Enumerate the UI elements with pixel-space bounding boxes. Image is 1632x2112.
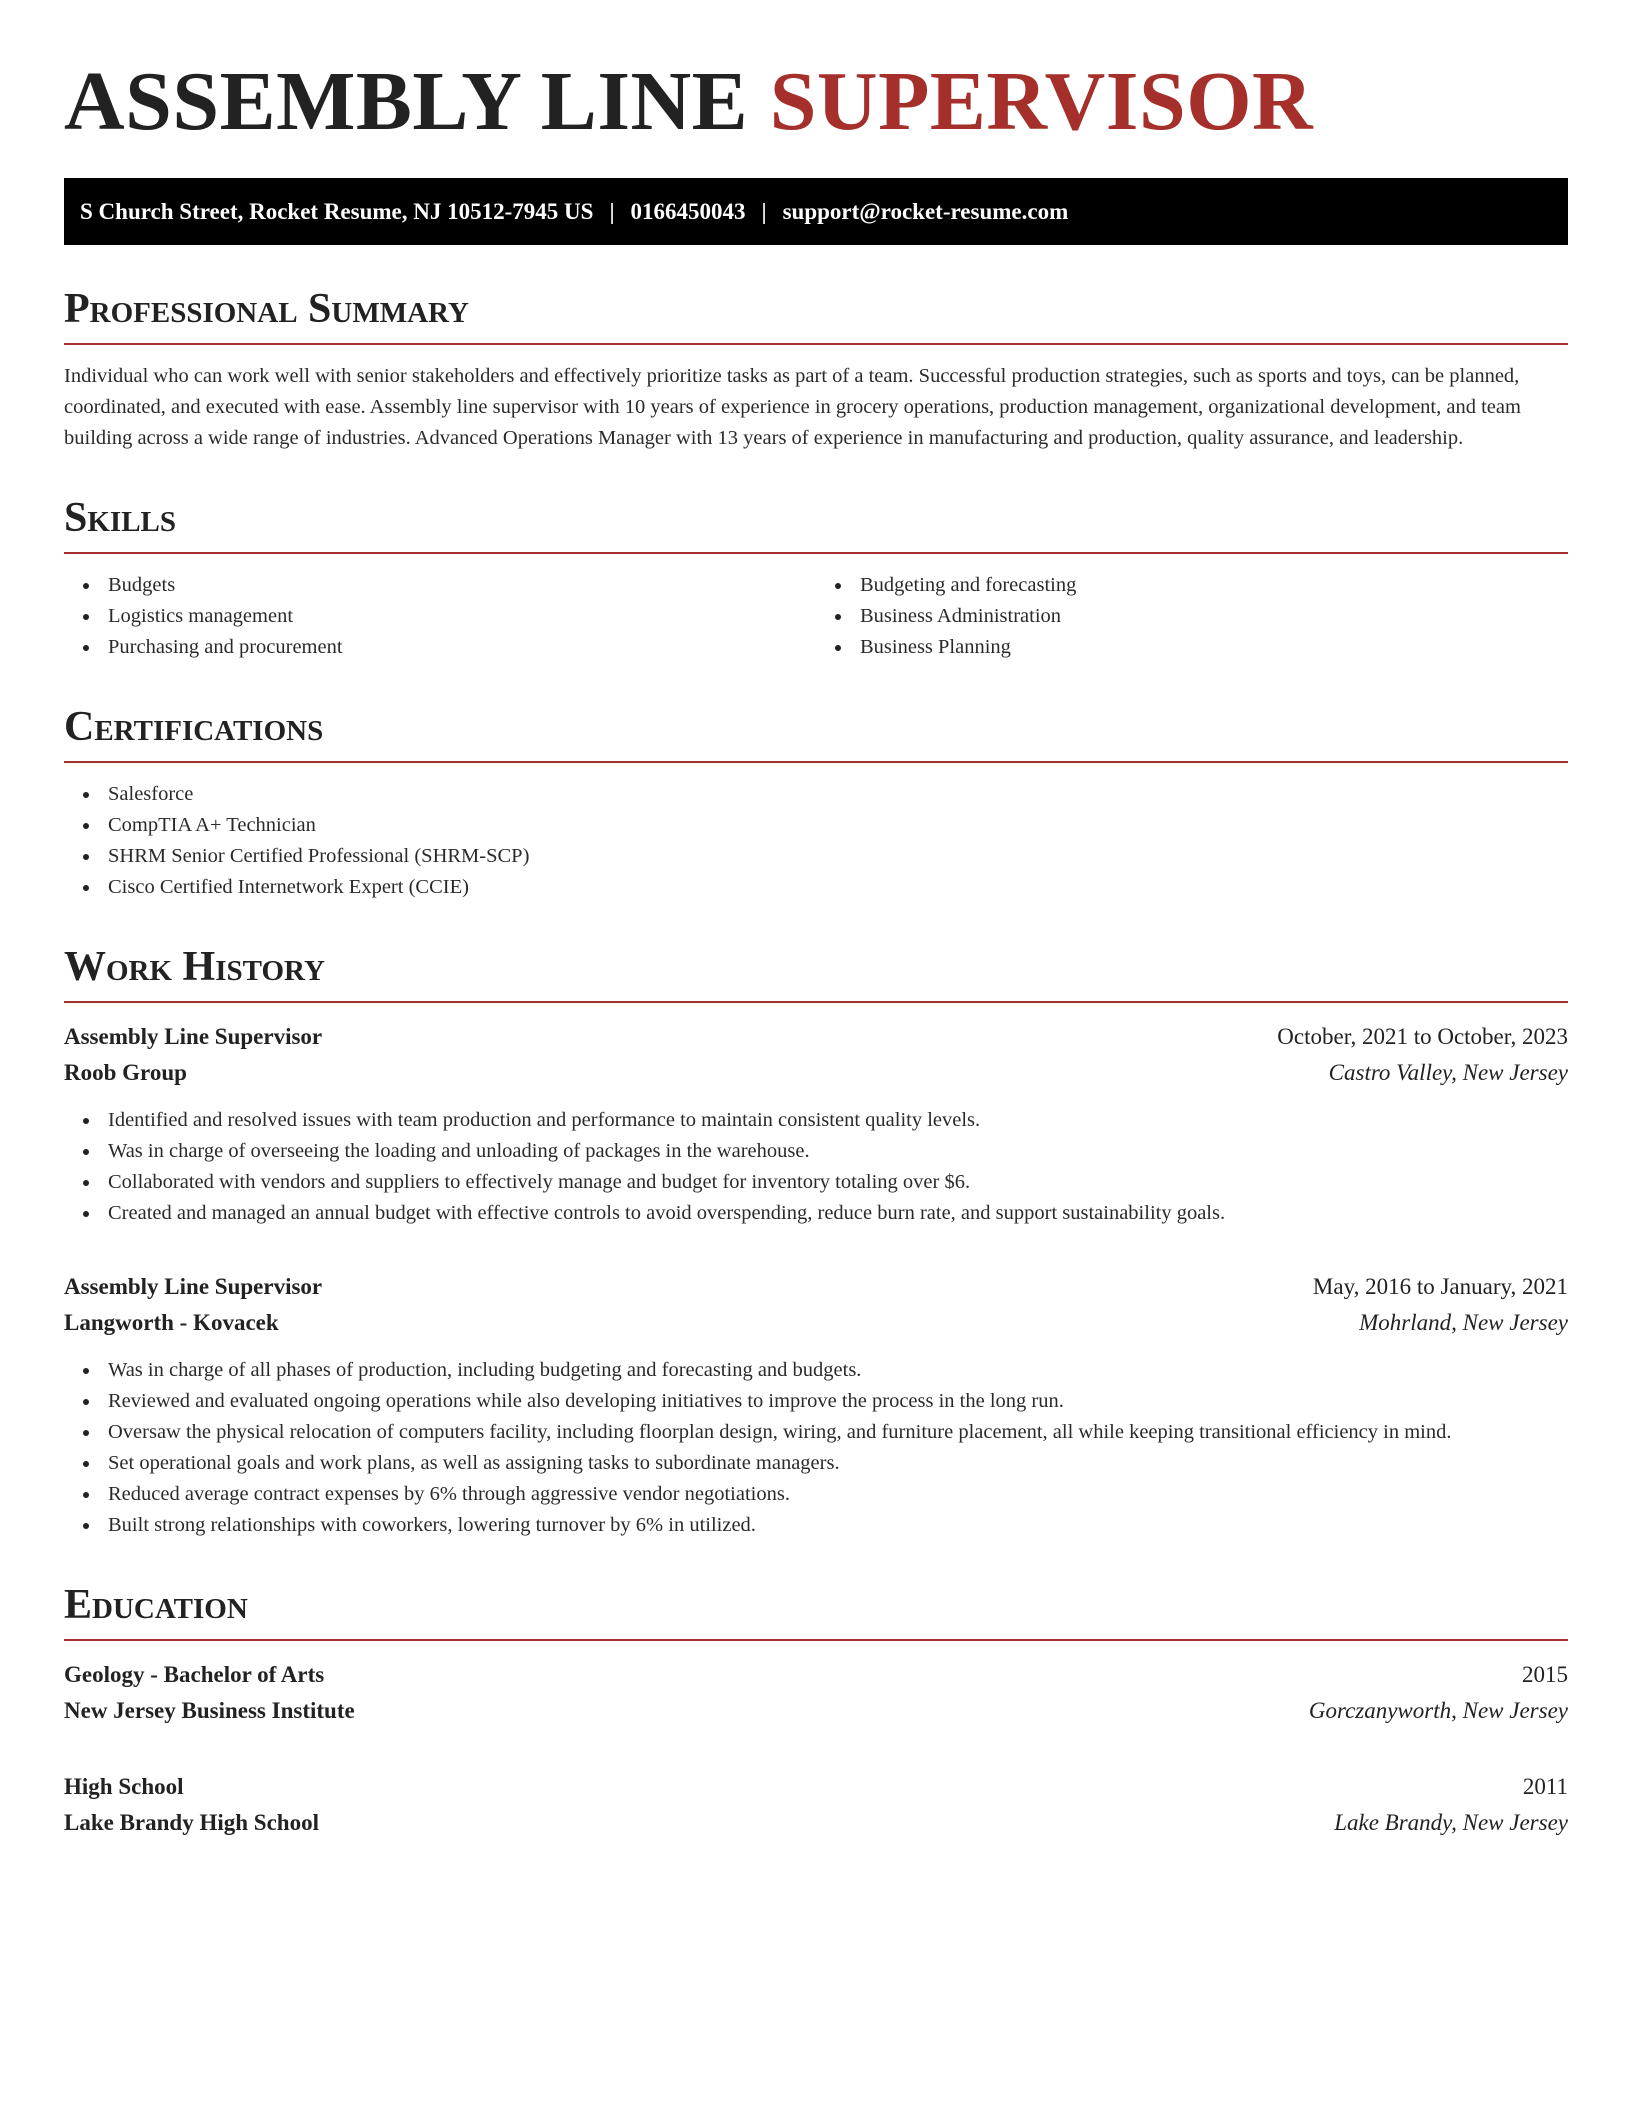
job-company-row — [64, 1305, 1568, 1341]
certification-item: SHRM Senior Certified Professional (SHRM-SCP) — [108, 841, 1568, 872]
education-school-row — [64, 1805, 1568, 1841]
summary-heading: Professional Summary — [64, 283, 1568, 345]
education-school: Lake Brandy High School — [64, 1810, 319, 1835]
job-entry — [64, 1019, 1568, 1229]
skill-item: Budgets — [108, 570, 816, 601]
job-company-row — [64, 1055, 1568, 1091]
education-heading: Education — [64, 1579, 1568, 1641]
certification-item: Cisco Certified Internetwork Expert (CCIE) — [108, 872, 1568, 903]
education-location: Lake Brandy, New Jersey — [1334, 1810, 1568, 1835]
work-history-heading: Work History — [64, 941, 1568, 1003]
certifications-section — [64, 701, 1568, 903]
education-year: 2011 — [1522, 1774, 1568, 1799]
job-bullets — [64, 1105, 1568, 1229]
skill-item: Business Planning — [860, 632, 1568, 663]
education-entry — [64, 1657, 1568, 1729]
education-degree-row — [64, 1657, 1568, 1693]
education-year: 2015 — [1522, 1662, 1568, 1687]
education-entry — [64, 1769, 1568, 1841]
job-bullet: Set operational goals and work plans, as well as assigning tasks to subordinate managers. — [108, 1448, 1568, 1479]
work-history-section — [64, 941, 1568, 1541]
job-dates: October, 2021 to October, 2023 — [1277, 1024, 1568, 1049]
page-title — [64, 52, 1568, 152]
job-bullet: Built strong relationships with coworkers, lowering turnover by 6% in utilized. — [108, 1510, 1568, 1541]
certification-item: CompTIA A+ Technician — [108, 810, 1568, 841]
title-accent: SUPERVISOR — [769, 55, 1314, 148]
contact-phone: 0166450043 — [630, 198, 746, 224]
certifications-list — [64, 779, 1568, 903]
job-bullet: Was in charge of overseeing the loading and unloading of packages in the warehouse. — [108, 1136, 1568, 1167]
skill-item: Logistics management — [108, 601, 816, 632]
job-role: Assembly Line Supervisor — [64, 1274, 323, 1299]
job-bullet: Identified and resolved issues with team production and performance to maintain consistent quality levels. — [108, 1105, 1568, 1136]
education-school: New Jersey Business Institute — [64, 1698, 355, 1723]
contact-separator: | — [609, 198, 615, 224]
job-company: Langworth - Kovacek — [64, 1310, 279, 1335]
contact-separator: | — [761, 198, 767, 224]
skill-item: Budgeting and forecasting — [860, 570, 1568, 601]
job-bullet: Collaborated with vendors and suppliers to effectively manage and budget for inventory totaling over $6. — [108, 1167, 1568, 1198]
skills-list-left — [64, 570, 816, 663]
job-dates: May, 2016 to January, 2021 — [1312, 1274, 1568, 1299]
education-degree: High School — [64, 1774, 184, 1799]
job-bullet: Reduced average contract expenses by 6% through aggressive vendor negotiations. — [108, 1479, 1568, 1510]
job-bullet: Reviewed and evaluated ongoing operations while also developing initiatives to improve the process in the long run. — [108, 1386, 1568, 1417]
certification-item: Salesforce — [108, 779, 1568, 810]
skill-item: Business Administration — [860, 601, 1568, 632]
certifications-heading: Certifications — [64, 701, 1568, 763]
contact-address: S Church Street, Rocket Resume, NJ 10512-7945 US — [80, 198, 594, 224]
education-school-row — [64, 1693, 1568, 1729]
contact-bar — [64, 178, 1568, 245]
job-bullets — [64, 1355, 1568, 1541]
skills-heading: Skills — [64, 492, 1568, 554]
job-header-row — [64, 1019, 1568, 1055]
job-role: Assembly Line Supervisor — [64, 1024, 323, 1049]
summary-text: Individual who can work well with senior stakeholders and effectively prioritize tasks as part of a team. Successful production strategies, such as sports and toys, can be planned, coordinated, and executed with ease. Assembly line supervisor with 10 years of experience in grocery operations, production management, organizational development, and team building across a wide range of industries. Advanced Operations Manager with 13 years of experience in manufacturing and production, quality assurance, and leadership. — [64, 365, 1521, 449]
job-bullet: Was in charge of all phases of production, including budgeting and forecasting and budgets. — [108, 1355, 1568, 1386]
contact-email: support@rocket-resume.com — [782, 198, 1069, 224]
job-header-row — [64, 1269, 1568, 1305]
job-location: Mohrland, New Jersey — [1359, 1310, 1568, 1335]
job-bullet: Created and managed an annual budget with effective controls to avoid overspending, reduce burn rate, and support sustainability goals. — [108, 1198, 1568, 1229]
job-company: Roob Group — [64, 1060, 187, 1085]
summary-section — [64, 283, 1568, 454]
job-bullet: Oversaw the physical relocation of computers facility, including floorplan design, wiring, and furniture placement, all while keeping transitional efficiency in mind. — [108, 1417, 1568, 1448]
education-degree: Geology - Bachelor of Arts — [64, 1662, 325, 1687]
job-location: Castro Valley, New Jersey — [1328, 1060, 1568, 1085]
skills-list-right — [816, 570, 1568, 663]
education-degree-row — [64, 1769, 1568, 1805]
education-section — [64, 1579, 1568, 1841]
skill-item: Purchasing and procurement — [108, 632, 816, 663]
title-main: ASSEMBLY LINE — [64, 55, 749, 148]
skills-section — [64, 492, 1568, 663]
skills-grid — [64, 554, 1568, 663]
job-entry — [64, 1269, 1568, 1541]
education-location: Gorczanyworth, New Jersey — [1308, 1698, 1568, 1723]
